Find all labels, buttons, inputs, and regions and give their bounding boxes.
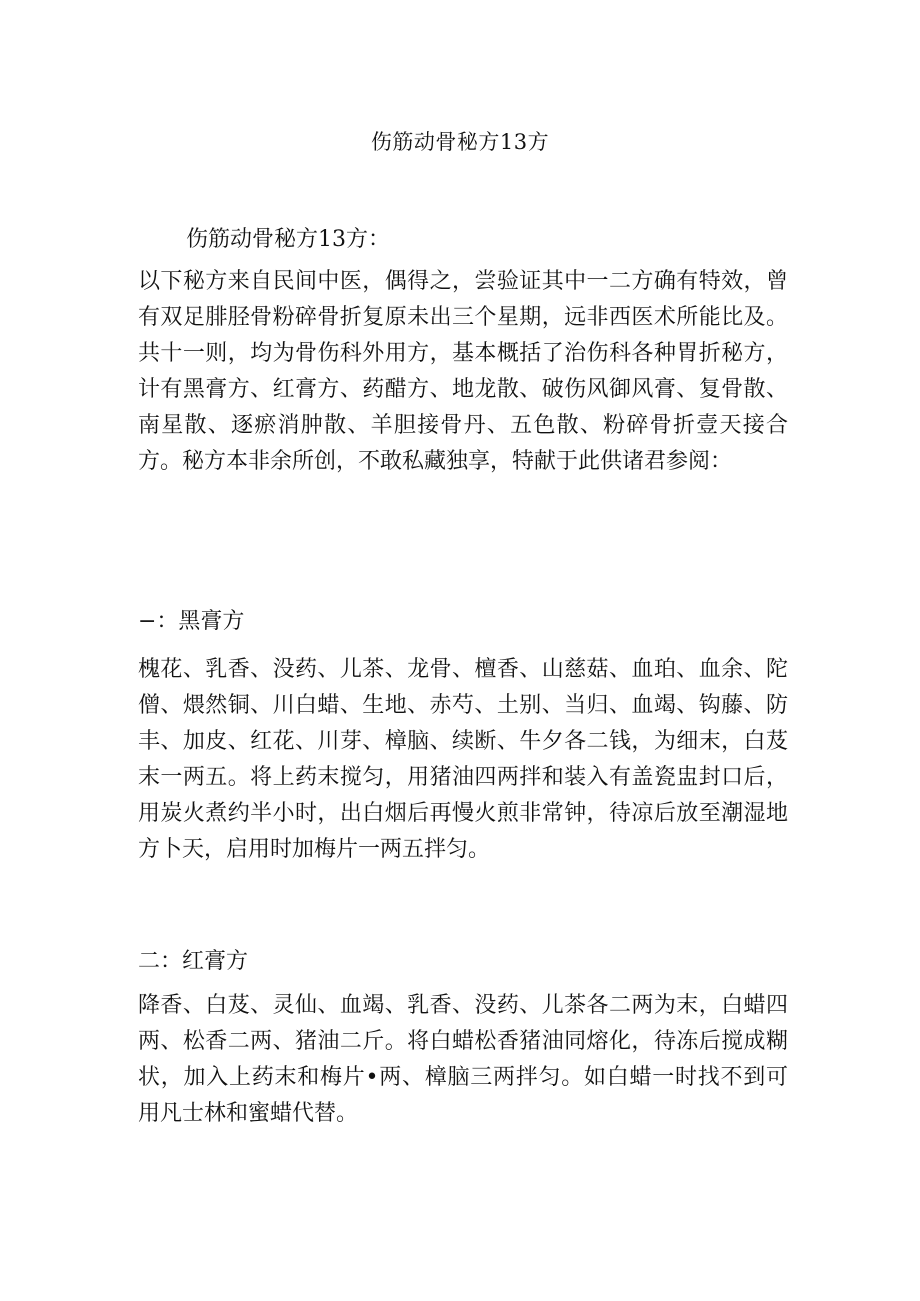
section-2-heading-block (138, 944, 788, 980)
section-body-red-plaster: 降香、白芨、灵仙、血竭、乳香、没药、儿茶各二两为末，白蜡四两、松香二两、猪油二斤。将白蜡松香猪油同熔化，待冻后搅成糊状，加入上药末和梅片•两、樟脑三两拌匀。如白蜡一时找不到可用凡士林和蜜蜡代替。 (138, 993, 788, 1126)
document-title: 伤筋动骨秘方13方 (370, 130, 550, 154)
section-1-heading-block (138, 604, 788, 640)
section-heading-black-plaster: −：黑膏方 (138, 609, 245, 634)
section-2-body-block (138, 988, 788, 1132)
section-body-black-plaster: 槐花、乳香、没药、儿茶、龙骨、檀香、山慈菇、血珀、血余、陀僧、煨然铜、川白蜡、生地、赤芍、土别、当归、血竭、钩藤、防丰、加皮、红花、川芽、樟脑、续断、牛夕各二钱，为细末，白芨末一两五。将上药末搅匀，用猪油四两拌和装入有盖瓷盅封口后，用炭火煮约半小时，出白烟后再慢火煎非常钟，待凉后放至潮湿地方卜天，启用时加梅片一两五拌匀。 (138, 657, 788, 862)
section-1-body-block (138, 652, 788, 868)
section-heading-red-plaster: 二：红膏方 (138, 949, 249, 974)
intro-paragraph: 以下秘方来自民间中医，偶得之，尝验证其中一二方确有特效，曾有双足腓胫骨粉碎骨折复原未出三个星期，远非西医术所能比及。共十一则，均为骨伤科外用方，基本概括了治伤科各种胃折秘方，计有黑膏方、红膏方、药醋方、地龙散、破伤风御风膏、复骨散、南星散、逐瘀消肿散、羊胆接骨丹、五色散、粉碎骨折壹天接合方。秘方本非余所创，不敢私藏独享，特献于此供诸君参阅： (138, 269, 788, 474)
intro-paragraph-block (138, 264, 788, 480)
intro-heading: 伤筋动骨秘方13方： (186, 227, 390, 252)
